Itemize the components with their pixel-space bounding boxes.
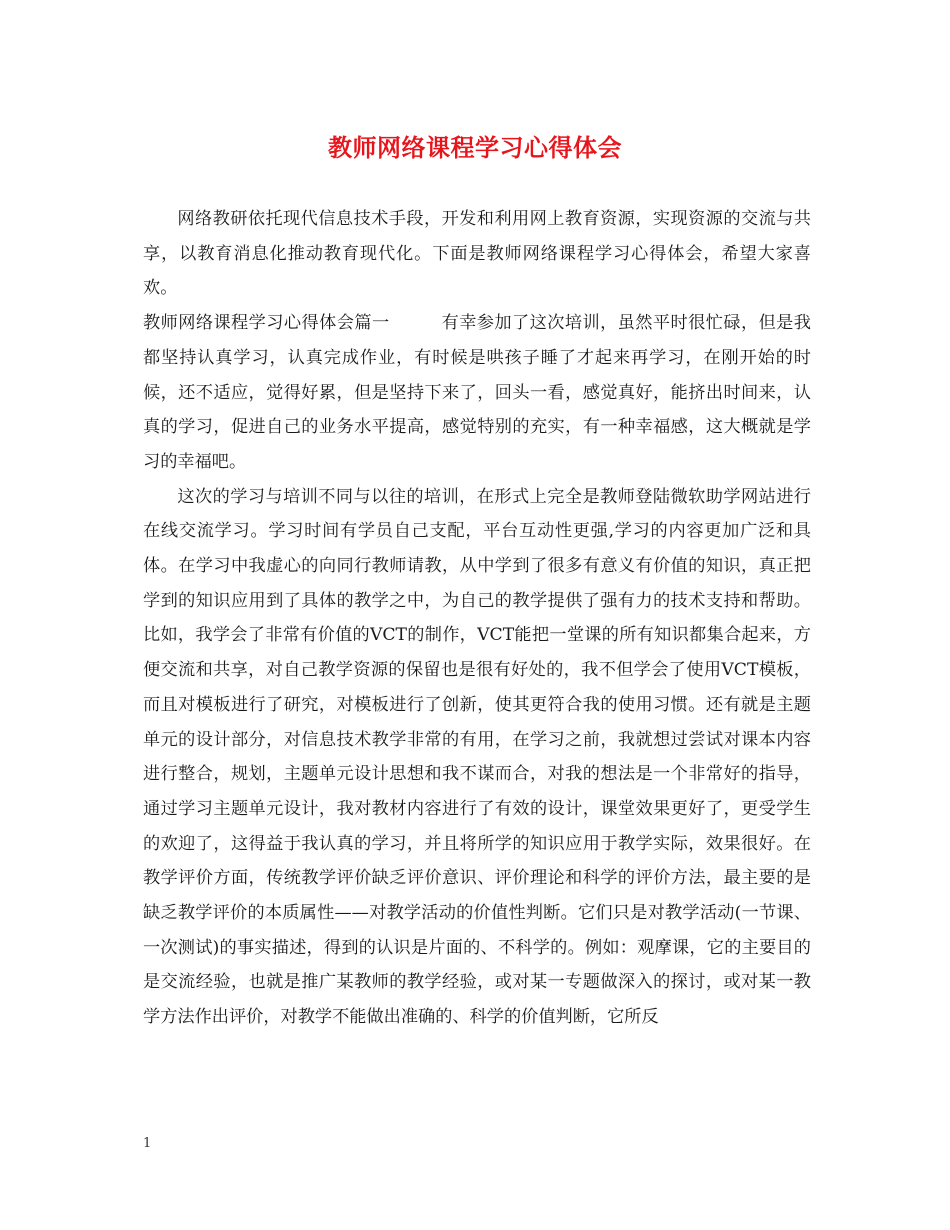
intro-paragraph: 网络教研依托现代信息技术手段，开发和利用网上教育资源，实现资源的交流与共享，以教育消息化推动教育现代化。下面是教师网络课程学习心得体会，希望大家喜欢。 [143, 209, 811, 299]
section-heading: 教师网络课程学习心得体会篇一 [143, 313, 390, 334]
section-one-paragraph [143, 306, 811, 480]
document-body [143, 202, 811, 1035]
document-title: 教师网络课程学习心得体会 [328, 133, 622, 162]
page-number: 1 [143, 1136, 152, 1151]
second-paragraph: 这次的学习与培训不同与以往的培训，在形式上完全是教师登陆微软助学网站进行在线交流学习。学习时间有学员自己支配，平台互动性更强,学习的内容更加广泛和具体。在学习中我虚心的向同行教师请教，从中学到了很多有意义有价值的知识，真正把学到的知识应用到了具体的教学之中，为自己的教学提供了强有力的技术支持和帮助。比如，我学会了非常有价值的VCT的制作，VCT能把一堂课的所有知识都集合起来，方便交流和共享，对自己教学资源的保留也是很有好处的，我不但学会了使用VCT模板，而且对模板进行了研究，对模板进行了创新，使其更符合我的使用习惯。还有就是主题单元的设计部分，对信息技术教学非常的有用，在学习之前，我就想过尝试对课本内容进行整合，规划，主题单元设计思想和我不谋而合，对我的想法是一个非常好的指导，通过学习主题单元设计，我对教材内容进行了有效的设计，课堂效果更好了，更受学生的欢迎了，这得益于我认真的学习，并且将所学的知识应用于教学实际，效果很好。在教学评价方面，传统教学评价缺乏评价意识、评价理论和科学的评价方法，最主要的是缺乏教学评价的本质属性——对教学活动的价值性判断。它们只是对教学活动(一节课、一次测试)的事实描述，得到的认识是片面的、不科学的。例如：观摩课，它的主要目的是交流经验，也就是推广某教师的教学经验，或对某一专题做深入的探讨，或对某一教学方法作出评价，对教学不能做出准确的、科学的价值判断，它所反 [143, 486, 811, 1028]
section-first-paragraph: 有幸参加了这次培训，虽然平时很忙碌，但是我都坚持认真学习，认真完成作业，有时候是哄孩子睡了才起来再学习，在刚开始的时候，还不适应，觉得好累，但是坚持下来了，回头一看，感觉真好，能挤出时间来，认真的学习，促进自己的业务水平提高，感觉特别的充实，有一种幸福感，这大概就是学习的幸福吧。 [143, 313, 811, 472]
